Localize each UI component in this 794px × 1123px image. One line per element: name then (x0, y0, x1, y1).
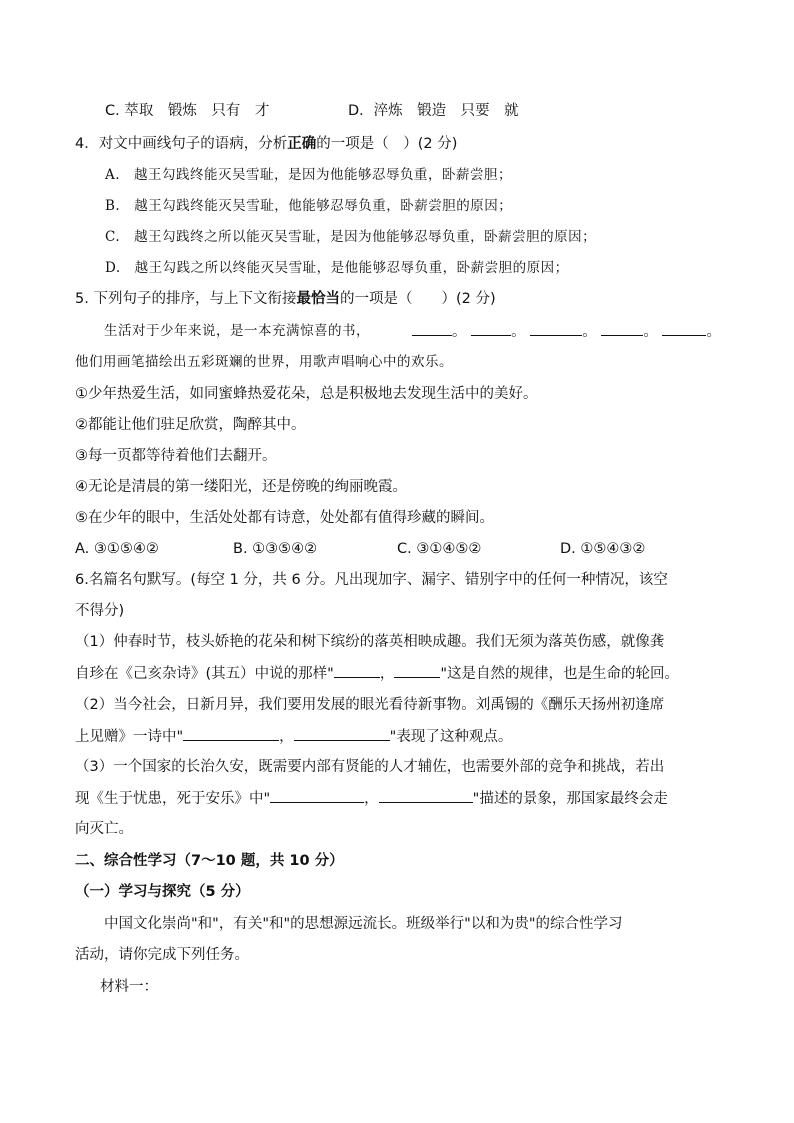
q6-item2-blank-1[interactable] (183, 726, 279, 741)
q5-sentence-3: ③每一页都等待着他们去翻开。 (75, 448, 277, 464)
q5-passage-end: 他们用画笔描绘出五彩斑斓的世界，用歌声唱响心中的欢乐。 (75, 354, 453, 370)
q5-blank-2 (471, 321, 511, 336)
q6-item1-pre: 自珍在《己亥杂诗》(其五）中说的那样" (75, 666, 334, 682)
q6-item3-line1: （3）一个国家的长治久安，既需要内部有贤能的人才辅佐，也需要外部的竞争和挑战，若出 (75, 759, 665, 775)
q5-choice-a: A. ③①⑤④② (75, 541, 159, 557)
q5-sentence-5: ⑤在少年的眼中，生活处处都有诗意，处处都有值得珍藏的瞬间。 (75, 510, 494, 526)
q6-stem-line2: 不得分) (75, 603, 125, 619)
q6-item2-line2 (75, 726, 512, 747)
q5-stem-post: 的一项是（ ）(2 分) (339, 291, 496, 307)
q5-stem-bold: 最恰当 (296, 291, 340, 307)
q5-stem (75, 289, 496, 309)
q6-item2-blank-2[interactable] (294, 726, 390, 741)
q5-passage-start (104, 321, 370, 341)
q6-item2-pre: 上见赠》一诗中" (75, 729, 184, 745)
q5-period-3: 。 (582, 324, 597, 340)
material-label: 材料一： (100, 979, 158, 995)
q5-choice-b: B. ①③⑤④② (233, 541, 318, 557)
q5-blank-5 (662, 321, 706, 336)
q4-option-b: B. 越王勾践终能灭吴雪耻，他能够忍辱负重，卧薪尝胆的原因； (105, 198, 513, 214)
q4-option-c: C. 越王勾践终之所以能灭吴雪耻，是因为他能够忍辱负重，卧薪尝胆的原因； (105, 229, 597, 245)
q5-blank-4 (601, 321, 643, 336)
subsection-title: （一）学习与探究（5 分） (75, 884, 250, 900)
q5-sentence-1: ①少年热爱生活，如同蜜蜂热爱花朵，总是积极地去发现生活中的美好。 (75, 386, 538, 402)
q6-item2-line1: （2）当今社会，日新月异，我们要用发展的眼光看待新事物。刘禹锡的《酬乐天扬州初逢席 (75, 697, 665, 713)
q5-period-4: 。 (643, 324, 658, 340)
q5-blank-3 (530, 321, 582, 336)
q5-period-2: 。 (511, 324, 526, 340)
q5-period-5: 。 (706, 324, 721, 340)
q6-item1-line2 (75, 663, 679, 684)
q4-stem-pre: 4．对文中画线句子的语病，分析 (75, 136, 288, 152)
q6-item3-blank-2[interactable] (379, 788, 473, 803)
q5-blank-1 (412, 321, 452, 336)
q6-item3-comma: ， (364, 791, 379, 807)
q6-stem-line1: 6.名篇名句默写。(每空 1 分，共 6 分。凡出现加字、漏字、错别字中的任何一种情况，该空 (75, 572, 668, 588)
q4-option-a: A. 越王勾践终能灭吴雪耻，是因为他能够忍辱负重，卧薪尝胆； (105, 167, 513, 183)
intro-line1: 中国文化崇尚"和"，有关"和"的思想源远流长。班级举行"以和为贵"的综合性学习 (104, 916, 623, 932)
q5-passage-start-text: 生活对于少年来说，是一本充满惊喜的书， (104, 323, 370, 339)
intro-line2: 活动，请你完成下列任务。 (75, 947, 249, 963)
q5-sentence-2: ②都能让他们驻足欣赏，陶醉其中。 (75, 417, 306, 433)
q3-option-d: D．淬炼 锻造 只要 就 (348, 103, 519, 119)
q5-blanks (412, 321, 721, 342)
q3-option-c: C. 萃取 锻炼 只有 才 (105, 103, 270, 119)
q6-item1-post: "这是自然的规律，也是生命的轮回。 (440, 666, 679, 682)
q6-item3-line3: 向灭亡。 (75, 821, 133, 837)
q5-choice-c: C. ③①④⑤② (397, 541, 482, 557)
q6-item2-comma: ， (279, 729, 294, 745)
q6-item3-blank-1[interactable] (270, 788, 364, 803)
q5-period-1: 。 (452, 324, 467, 340)
q6-item1-blank-2[interactable] (394, 663, 440, 678)
q6-item3-pre: 现《生于忧患，死于安乐》中" (75, 791, 271, 807)
q4-stem-post: 的一项是（ ）(2 分) (316, 136, 458, 152)
section-title: 二、综合性学习（7～10 题，共 10 分） (75, 853, 344, 869)
q5-stem-pre: 5. 下列句子的排序，与上下文衔接 (75, 291, 297, 307)
q6-item3-line2 (75, 788, 668, 809)
q4-stem (75, 134, 457, 154)
q6-item1-blank-1[interactable] (334, 663, 380, 678)
q4-stem-bold: 正确 (287, 136, 317, 152)
q5-sentence-4: ④无论是清晨的第一缕阳光，还是傍晚的绚丽晚霞。 (75, 479, 407, 495)
q6-item1-comma: ， (379, 666, 395, 682)
q6-item1-line1: （1）仲春时节，枝头娇艳的花朵和树下缤纷的落英相映成趣。我们无须为落英伤感，就像龚 (75, 634, 665, 650)
q6-item2-post: "表现了这种观点。 (389, 729, 513, 745)
q6-item3-post: "描述的景象，那国家最终会走 (472, 791, 668, 807)
q5-choice-d: D. ①⑤④③② (560, 541, 646, 557)
q4-option-d: D. 越王勾践之所以终能灭吴雪耻，是他能够忍辱负重，卧薪尝胆的原因； (105, 260, 569, 276)
